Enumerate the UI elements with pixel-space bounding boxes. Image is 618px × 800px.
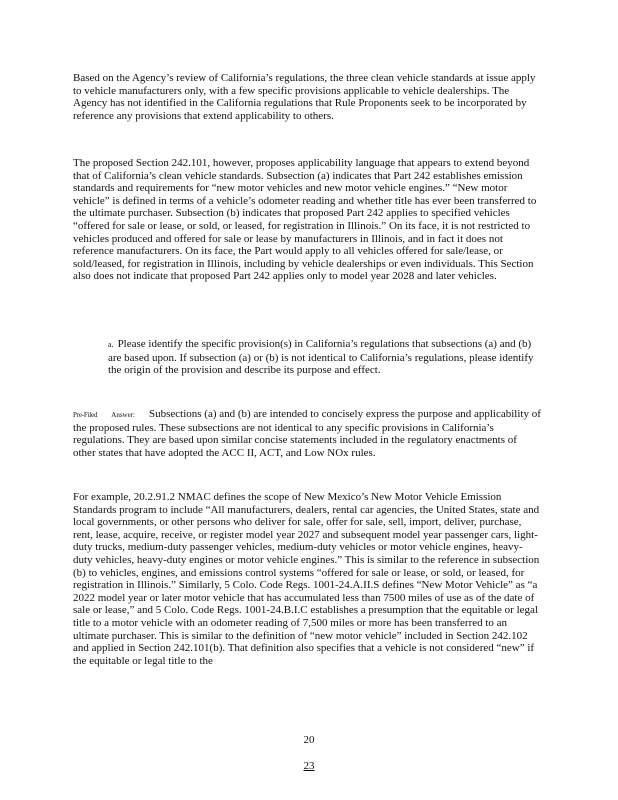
- paragraph-agency-review: [73, 72, 541, 122]
- question-marker: a.: [108, 340, 114, 349]
- question-a: [108, 338, 540, 377]
- pre-filed-label: Pre-Filed: [73, 411, 98, 419]
- answer-body: Subsections (a) and (b) are intended to concisely express the purpose and applicability of the proposed rules. These subsections are not identical to any specific provisions in California’s regulations. They are based upon similar concise statements included in the regulatory enactments of other states that have adopted the ACC II, ACT, and Low NOx rules.: [73, 408, 541, 459]
- paragraph-text: Based on the Agency’s review of California’s regulations, the three clean vehicle standards at issue apply to vehicle manufacturers only, with a few specific provisions applicable to vehicle dealerships. The Agency has not identified in the California regulations that Rule Proponents seek to be incorporated by reference any provisions that extend applicability to others.: [73, 72, 536, 122]
- paragraph-example: [73, 491, 541, 667]
- page-number-underlined: 23: [303, 760, 315, 772]
- question-body: Please identify the specific provision(s) in California’s regulations that subsections (a) and (b) are based upon. If subsection (a) or (b) is not identical to California’s regulations, please identify the origin of the provision and describe its purpose and effect.: [108, 338, 534, 377]
- question-text: [108, 338, 540, 377]
- answer-label: Answer:: [111, 411, 135, 419]
- paragraph-text: The proposed Section 242.101, however, proposes applicability language that appears to extend beyond that of California’s clean vehicle standards. Subsection (a) indicates that Part 242 establishes emission standards and requirements for “new motor vehicles and new motor vehicle engines.” “New motor vehicle” is defined in terms of a vehicle’s odometer reading and whether title has ever been transferred to the ultimate purchaser. Subsection (b) indicates that proposed Part 242 applies to specified vehicles “offered for sale or lease, or sold, or leased, for registration in Illinois.” On its face, it is not restricted to vehicles produced and offered for sale or lease by manufacturers in Illinois, and in fact it does not reference manufacturers. On its face, the Part would apply to all vehicles offered for sale/lease, or sold/leased, for registration in Illinois, including by vehicle dealerships or even individuals. This Section also does not indicate that proposed Part 242 applies only to model year 2028 and later vehicles.: [73, 157, 537, 283]
- answer-text: [73, 408, 541, 459]
- paragraph-text: For example, 20.2.91.2 NMAC defines the scope of New Mexico’s New Motor Vehicle Emission Standards program to include “All manufacturers, dealers, rental car agencies, the United States, state and local governments, or other persons who deliver for sale, offer for sale, sell, import, deliver, purchase, rent, lease, acquire, receive, or register model year 2027 and subsequent model year passenger cars, light-duty trucks, medium-duty passenger vehicles, medium-duty vehicles or motor vehicle engines, heavy-duty vehicles, heavy-duty engines or motor vehicle engines.” This is similar to the reference in subsection (b) to vehicles, engines, and emissions control systems “offered for sale or lease, or sold, or leased, for registration in Illinois.” Similarly, 5 Colo. Code Regs. 1001-24.A.II.S defines “New Motor Vehicle” as “a 2022 model year or later motor vehicle that has accumulated less than 7500 miles of use as of the date of sale or lease,” and 5 Colo. Code Regs. 1001-24.B.I.C establishes a presumption that the equitable or legal title to a motor vehicle with an odometer reading of 7,500 miles or more has been transferred to an ultimate purchaser. This is similar to the definition of “new motor vehicle” included in Section 242.102 and applied in Section 242.101(b). That definition also specifies that a vehicle is not considered “new” if the equitable or legal title to the: [73, 491, 540, 667]
- paragraph-proposed-section: [73, 157, 541, 283]
- answer-paragraph: [73, 408, 541, 459]
- page-number: 20: [303, 734, 315, 746]
